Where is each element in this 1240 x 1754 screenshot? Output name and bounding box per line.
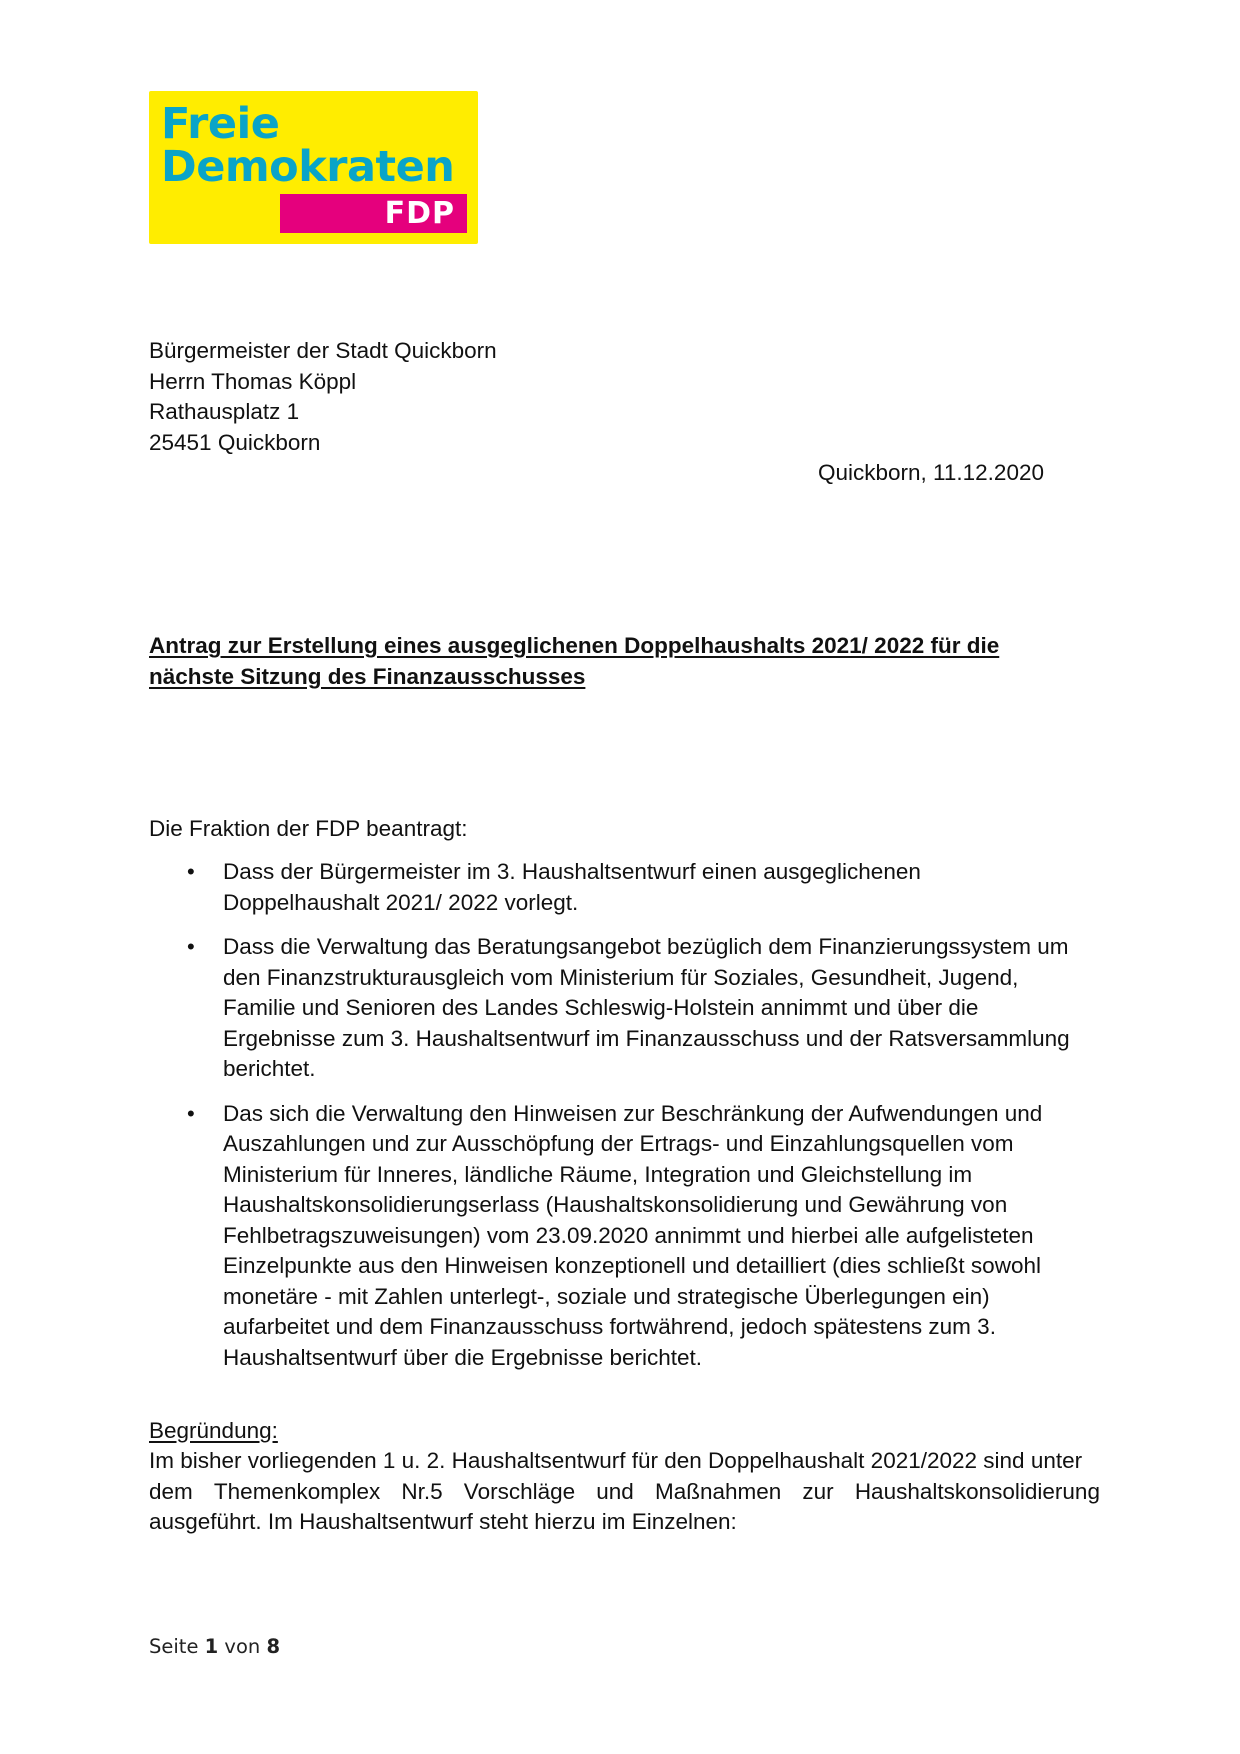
list-item-line: den Finanzstrukturausgleich vom Ministerium für Soziales, Gesundheit, Jugend, (223, 964, 1019, 990)
motion-intro: Die Fraktion der FDP beantragt: (149, 816, 468, 841)
logo-text-freie: Freie (161, 99, 280, 149)
list-item-line: berichtet. (223, 1056, 316, 1081)
list-item-line: Ministerium für Inneres, ländliche Räume, Integration und Gleichstellung im (223, 1161, 973, 1187)
list-item-line: Das sich die Verwaltung den Hinweisen zur Beschränkung der Aufwendungen und (223, 1100, 1043, 1126)
reason-word: Themenkomplex (213, 1478, 381, 1504)
list-item-line: Dass der Bürgermeister im 3. Haushaltsentwurf einen ausgeglichenen (223, 859, 921, 884)
recipient-line: Bürgermeister der Stadt Quickborn (149, 338, 497, 363)
reason-paragraph (149, 1446, 1100, 1538)
list-item (149, 1099, 1099, 1374)
footer-total-pages: 8 (266, 1635, 281, 1658)
reason-word: und (596, 1478, 634, 1504)
page-footer (149, 1634, 280, 1660)
reason-line-justified (149, 1477, 1100, 1508)
fdp-logo (149, 91, 478, 244)
list-item-line: Fehlbetragszuweisungen) vom 23.09.2020 annimmt und hierbei alle aufgelisteten (223, 1222, 1034, 1248)
logo-text-demokraten: Demokraten (161, 142, 455, 192)
footer-page-number: 1 (204, 1635, 219, 1658)
subject-heading (149, 631, 1069, 692)
reason-word: Nr.5 (401, 1478, 443, 1504)
logo-fdp-bar (280, 194, 467, 233)
recipient-line: Rathausplatz 1 (149, 399, 300, 424)
reason-word: Maßnahmen (654, 1478, 782, 1504)
recipient-line: Herrn Thomas Köppl (149, 368, 357, 394)
list-item (149, 932, 1099, 1085)
bullet-icon: • (187, 859, 195, 884)
motion-list (149, 857, 1099, 1387)
recipient-address (149, 336, 497, 458)
list-item-line: Familie und Senioren des Landes Schleswig-Holstein annimmt und über die (223, 995, 979, 1020)
reason-line: Im bisher vorliegenden 1 u. 2. Haushaltsentwurf für den Doppelhaushalt 2021/2022 sind unter (149, 1448, 1083, 1473)
reason-heading: Begründung: (149, 1418, 278, 1443)
list-item-line: Haushaltskonsolidierungserlass (Haushaltskonsolidierung und Gewährung von (223, 1192, 1008, 1217)
bullet-icon: • (187, 1100, 195, 1126)
bullet-icon: • (187, 934, 195, 959)
footer-von-label: von (224, 1635, 261, 1658)
subject-line: nächste Sitzung des Finanzausschusses (149, 663, 586, 689)
reason-word: zur (802, 1478, 834, 1504)
list-item-line: Einzelpunkte aus den Hinweisen konzeptionell und detailliert (dies schließt sowohl (223, 1253, 1041, 1278)
reason-line: ausgeführt. Im Haushaltsentwurf steht hierzu im Einzelnen: (149, 1509, 737, 1534)
list-item-line: monetäre - mit Zahlen unterlegt-, soziale und strategische Überlegungen ein) (223, 1283, 990, 1309)
list-item (149, 857, 1099, 918)
recipient-line: 25451 Quickborn (149, 429, 321, 455)
letter-date: Quickborn, 11.12.2020 (818, 460, 1044, 485)
list-item-line: Haushaltsentwurf über die Ergebnisse berichtet. (223, 1344, 703, 1370)
subject-line: Antrag zur Erstellung eines ausgeglichenen Doppelhaushalts 2021/ 2022 für die (149, 633, 1000, 658)
list-item-line: Auszahlungen und zur Ausschöpfung der Ertrags- und Einzahlungsquellen vom (223, 1131, 1014, 1156)
reason-word: Haushaltskonsolidierung (854, 1478, 1100, 1504)
reason-word: Vorschläge (463, 1478, 576, 1504)
logo-text-fdp: FDP (384, 196, 455, 231)
list-item-line: Doppelhaushalt 2021/ 2022 vorlegt. (223, 889, 579, 915)
footer-seite-label: Seite (149, 1635, 199, 1658)
list-item-line: Dass die Verwaltung das Beratungsangebot bezüglich dem Finanzierungssystem um (223, 934, 1069, 959)
list-item-line: aufarbeitet und dem Finanzausschuss fortwährend, jedoch spätestens zum 3. (223, 1314, 996, 1339)
list-item-line: Ergebnisse zum 3. Haushaltsentwurf im Finanzausschuss und der Ratsversammlung (223, 1025, 1070, 1051)
reason-word: dem (149, 1478, 193, 1504)
